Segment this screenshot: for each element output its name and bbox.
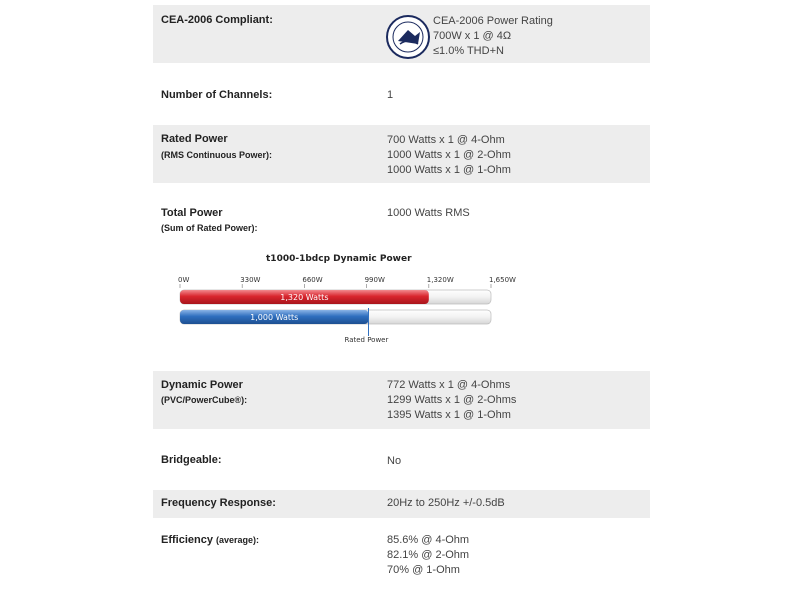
channels-value: 1	[387, 89, 394, 101]
dynamic-sublabel: (PVC/PowerCube®):	[161, 395, 248, 405]
row-dynamic	[153, 371, 650, 429]
total-label: Total Power	[161, 207, 223, 219]
cea-line: CEA-2006 Power Rating	[433, 15, 553, 27]
efficiency-line: 82.1% @ 2-Ohm	[387, 549, 470, 561]
row-efficiency	[153, 518, 650, 600]
bar-value-label: 1,000 Watts	[250, 313, 299, 322]
efficiency-line: 70% @ 1-Ohm	[387, 564, 460, 576]
efficiency-value	[387, 533, 469, 578]
efficiency-label-suffix: (average):	[216, 535, 260, 545]
dynamic-power-chart	[167, 248, 517, 348]
total-value: 1000 Watts RMS	[387, 207, 470, 219]
cea-label: CEA-2006 Compliant:	[161, 14, 273, 26]
x-tick-label: 330W	[240, 276, 261, 284]
efficiency-label	[161, 534, 259, 546]
cea-line: ≤1.0% THD+N	[433, 45, 504, 57]
rated-line: 1000 Watts x 1 @ 1-Ohm	[387, 164, 511, 176]
row-cea	[153, 5, 650, 63]
chart-canvas	[167, 248, 517, 348]
rated-sublabel: (RMS Continuous Power):	[161, 150, 272, 160]
row-rated	[153, 125, 650, 183]
chart-title: t1000-1bdcp Dynamic Power	[266, 254, 412, 264]
bridgeable-label: Bridgeable:	[161, 454, 222, 466]
dynamic-label: Dynamic Power	[161, 379, 243, 391]
row-bridgeable	[153, 429, 650, 490]
frequency-label: Frequency Response:	[161, 497, 276, 509]
total-sublabel: (Sum of Rated Power):	[161, 223, 258, 233]
frequency-value: 20Hz to 250Hz +/-0.5dB	[387, 497, 505, 509]
x-tick-label: 990W	[364, 276, 385, 284]
row-frequency	[153, 490, 650, 518]
bar-value-label: 1,320 Watts	[280, 293, 329, 302]
rated-line: 1000 Watts x 1 @ 2-Ohm	[387, 149, 511, 161]
efficiency-line: 85.6% @ 4-Ohm	[387, 534, 470, 546]
dynamic-value	[387, 378, 516, 423]
row-channels	[153, 63, 650, 125]
cea-line: 700W x 1 @ 4Ω	[433, 30, 512, 42]
bridgeable-value: No	[387, 455, 402, 467]
rated-label: Rated Power	[161, 133, 228, 145]
x-tick-label: 1,650W	[489, 276, 516, 284]
cea-logo-icon	[385, 14, 431, 60]
rated-value	[387, 133, 511, 178]
x-tick-label: 660W	[302, 276, 323, 284]
rated-power-marker-label: Rated Power	[344, 336, 389, 344]
x-tick-label: 0W	[178, 276, 190, 284]
dynamic-line: 772 Watts x 1 @ 4-Ohms	[387, 379, 511, 391]
x-tick-label: 1,320W	[426, 276, 454, 284]
channels-label: Number of Channels:	[161, 89, 273, 101]
dynamic-line: 1395 Watts x 1 @ 1-Ohm	[387, 409, 511, 421]
cea-value	[433, 14, 553, 59]
efficiency-label-main: Efficiency	[161, 534, 213, 546]
dynamic-line: 1299 Watts x 1 @ 2-Ohms	[387, 394, 517, 406]
rated-line: 700 Watts x 1 @ 4-Ohm	[387, 134, 505, 146]
